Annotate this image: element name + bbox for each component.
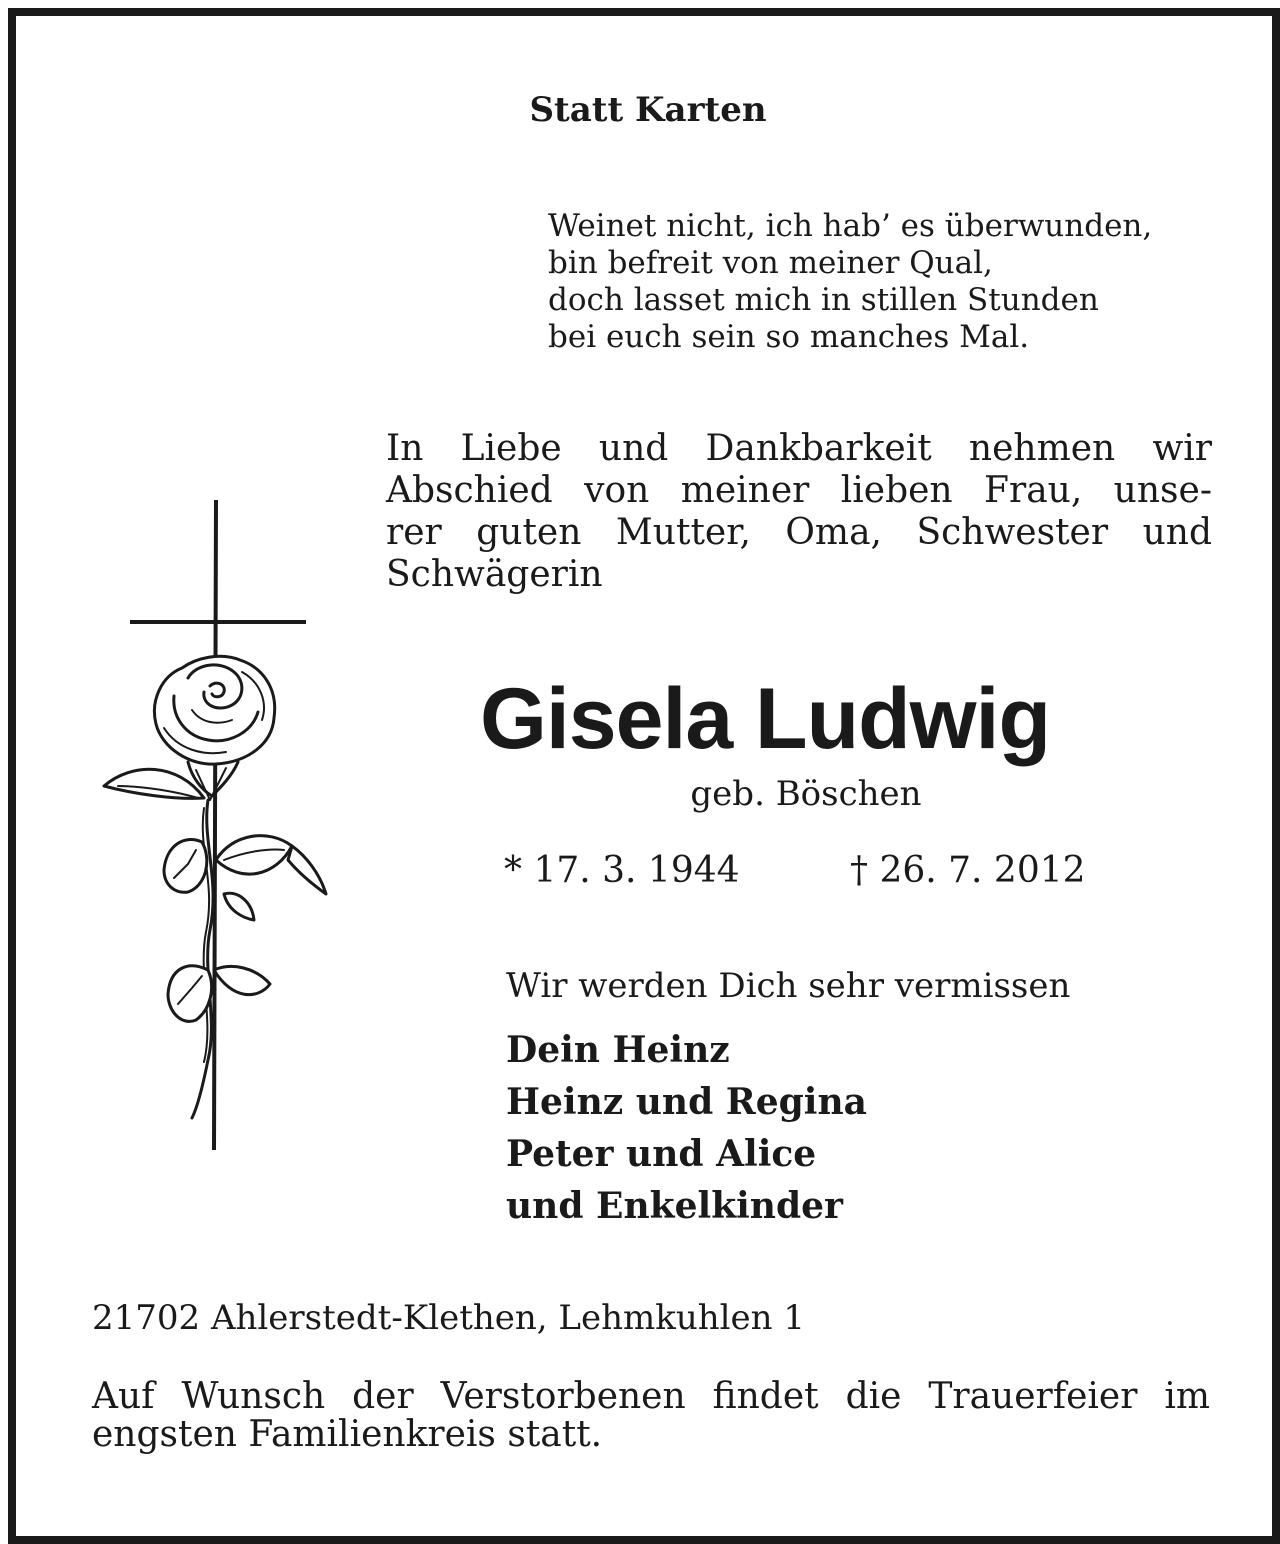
family-member: Dein Heinz bbox=[506, 1029, 730, 1071]
family-member: Peter und Alice bbox=[506, 1133, 817, 1175]
heading: Statt Karten bbox=[529, 90, 767, 130]
poem-line: bin befreit von meiner Qual, bbox=[548, 245, 993, 281]
birth-date: * 17. 3. 1944 bbox=[504, 850, 740, 891]
maiden-name: geb. Böschen bbox=[690, 774, 922, 814]
death-date: † 26. 7. 2012 bbox=[850, 850, 1086, 891]
poem-line: doch lasset mich in stillen Stunden bbox=[548, 282, 1099, 318]
cross-icon bbox=[130, 500, 306, 1150]
intro-line: In Liebe und Dankbarkeit nehmen wir bbox=[386, 428, 1212, 469]
obituary-frame bbox=[8, 8, 1280, 1544]
poem-line: Weinet nicht, ich hab’ es überwunden, bbox=[548, 208, 1153, 244]
poem bbox=[548, 208, 1152, 356]
intro-line: Schwägerin bbox=[386, 554, 603, 595]
family-list bbox=[506, 1024, 867, 1232]
poem-line: bei euch sein so manches Mal. bbox=[548, 319, 1030, 355]
note-line: Auf Wunsch der Verstorbenen findet die Trauerfeier im bbox=[92, 1376, 1210, 1417]
intro-line: Abschied von meiner lieben Frau, unse- bbox=[386, 470, 1212, 511]
address: 21702 Ahlerstedt-Klethen, Lehmkuhlen 1 bbox=[92, 1298, 805, 1338]
cross-rose-illustration bbox=[92, 500, 332, 1160]
family-member: und Enkelkinder bbox=[506, 1185, 844, 1227]
intro-text bbox=[386, 428, 1212, 596]
note-line: engsten Familienkreis statt. bbox=[92, 1414, 603, 1455]
deceased-name: Gisela Ludwig bbox=[480, 671, 1050, 767]
family-member: Heinz und Regina bbox=[506, 1081, 867, 1123]
closing-line: Wir werden Dich sehr vermissen bbox=[506, 966, 1071, 1006]
intro-line: rer guten Mutter, Oma, Schwester und bbox=[386, 512, 1212, 553]
funeral-note bbox=[92, 1378, 1210, 1454]
